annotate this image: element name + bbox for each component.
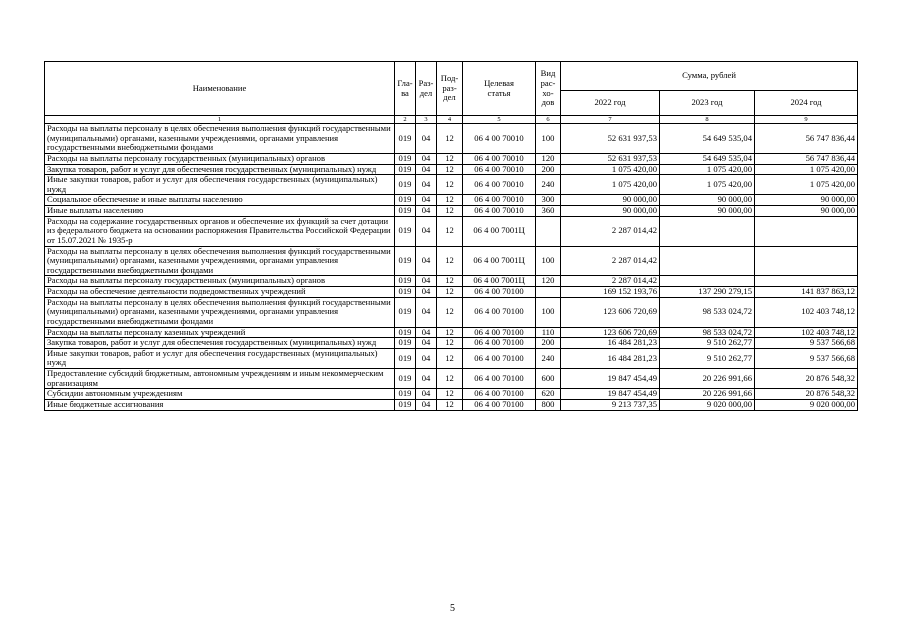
- row-amount-2023: 98 533 024,72: [660, 327, 755, 338]
- row-amount-2024: [755, 216, 858, 246]
- row-podrazdel: 12: [437, 164, 463, 175]
- row-glava: 019: [395, 348, 416, 368]
- row-target: 06 4 00 70100: [463, 338, 536, 349]
- row-razdel: 04: [416, 246, 437, 276]
- row-razdel: 04: [416, 206, 437, 217]
- row-podrazdel: 12: [437, 124, 463, 154]
- row-glava: 019: [395, 153, 416, 164]
- row-vid: 300: [536, 195, 561, 206]
- row-name: Расходы на выплаты персоналу государственных (муниципальных) органов: [45, 153, 395, 164]
- row-razdel: 04: [416, 195, 437, 206]
- row-glava: 019: [395, 276, 416, 287]
- row-razdel: 04: [416, 276, 437, 287]
- table-row: [45, 338, 858, 349]
- row-vid: 240: [536, 348, 561, 368]
- row-vid: 600: [536, 369, 561, 389]
- row-podrazdel: 12: [437, 195, 463, 206]
- row-name: Расходы на выплаты персоналу в целях обеспечения выполнения функций государственными (муниципальными) органами, казенными учреждениями, органами управления государственными внебюджетными фондами: [45, 246, 395, 276]
- row-razdel: 04: [416, 338, 437, 349]
- row-amount-2022: 16 484 281,23: [561, 348, 660, 368]
- row-name: Расходы на выплаты персоналу в целях обеспечения выполнения функций государственными (муниципальными) органами, казенными учреждениями, органами управления государственными внебюджетными фондами: [45, 124, 395, 154]
- row-amount-2022: 1 075 420,00: [561, 175, 660, 195]
- row-vid: [536, 216, 561, 246]
- table-row: [45, 399, 858, 410]
- row-amount-2023: [660, 246, 755, 276]
- row-razdel: 04: [416, 389, 437, 400]
- row-amount-2024: [755, 246, 858, 276]
- row-podrazdel: 12: [437, 399, 463, 410]
- row-amount-2022: 90 000,00: [561, 195, 660, 206]
- column-number: 3: [416, 116, 437, 124]
- row-podrazdel: 12: [437, 175, 463, 195]
- header-year-2023: 2023 год: [660, 91, 755, 116]
- row-razdel: 04: [416, 287, 437, 298]
- row-target: 06 4 00 7001Ц: [463, 216, 536, 246]
- table-body: [45, 116, 858, 411]
- row-amount-2024: 56 747 836,44: [755, 124, 858, 154]
- row-amount-2023: 54 649 535,04: [660, 153, 755, 164]
- row-name: Закупка товаров, работ и услуг для обеспечения государственных (муниципальных) нужд: [45, 338, 395, 349]
- column-number: 5: [463, 116, 536, 124]
- row-amount-2023: 1 075 420,00: [660, 164, 755, 175]
- table-row: [45, 297, 858, 327]
- row-target: 06 4 00 70100: [463, 287, 536, 298]
- row-name: Иные выплаты населению: [45, 206, 395, 217]
- row-glava: 019: [395, 124, 416, 154]
- row-razdel: 04: [416, 175, 437, 195]
- budget-table: [44, 61, 858, 411]
- row-podrazdel: 12: [437, 276, 463, 287]
- row-vid: 100: [536, 124, 561, 154]
- row-amount-2024: 90 000,00: [755, 195, 858, 206]
- row-amount-2024: 9 537 566,68: [755, 348, 858, 368]
- row-amount-2022: 19 847 454,49: [561, 389, 660, 400]
- row-amount-2022: 2 287 014,42: [561, 276, 660, 287]
- table-row: [45, 327, 858, 338]
- header-name: Наименование: [45, 62, 395, 116]
- row-amount-2023: 20 226 991,66: [660, 369, 755, 389]
- row-amount-2022: 2 287 014,42: [561, 216, 660, 246]
- row-name: Иные бюджетные ассигнования: [45, 399, 395, 410]
- row-amount-2024: 1 075 420,00: [755, 164, 858, 175]
- row-razdel: 04: [416, 297, 437, 327]
- column-number-row: [45, 116, 858, 124]
- column-number: 4: [437, 116, 463, 124]
- row-glava: 019: [395, 389, 416, 400]
- row-razdel: 04: [416, 327, 437, 338]
- row-amount-2022: 52 631 937,53: [561, 124, 660, 154]
- column-number: 1: [45, 116, 395, 124]
- row-amount-2022: 52 631 937,53: [561, 153, 660, 164]
- row-target: 06 4 00 70100: [463, 369, 536, 389]
- row-amount-2023: 54 649 535,04: [660, 124, 755, 154]
- table-row: [45, 369, 858, 389]
- table-row: [45, 175, 858, 195]
- row-amount-2022: 90 000,00: [561, 206, 660, 217]
- row-amount-2023: 9 510 262,77: [660, 348, 755, 368]
- header-year-2024: 2024 год: [755, 91, 858, 116]
- row-razdel: 04: [416, 348, 437, 368]
- row-amount-2024: [755, 276, 858, 287]
- row-amount-2023: 1 075 420,00: [660, 175, 755, 195]
- row-vid: 100: [536, 246, 561, 276]
- row-podrazdel: 12: [437, 348, 463, 368]
- row-glava: 019: [395, 216, 416, 246]
- row-amount-2024: 102 403 748,12: [755, 327, 858, 338]
- header-razdel: Раз- дел: [416, 62, 437, 116]
- column-number: 9: [755, 116, 858, 124]
- row-target: 06 4 00 70010: [463, 153, 536, 164]
- table-row: [45, 246, 858, 276]
- row-podrazdel: 12: [437, 206, 463, 217]
- row-amount-2023: 9 510 262,77: [660, 338, 755, 349]
- row-amount-2022: 19 847 454,49: [561, 369, 660, 389]
- row-amount-2024: 56 747 836,44: [755, 153, 858, 164]
- row-amount-2022: 1 075 420,00: [561, 164, 660, 175]
- column-number: 8: [660, 116, 755, 124]
- row-razdel: 04: [416, 369, 437, 389]
- row-glava: 019: [395, 297, 416, 327]
- row-vid: 200: [536, 338, 561, 349]
- column-number: 2: [395, 116, 416, 124]
- row-amount-2023: 137 290 279,15: [660, 287, 755, 298]
- row-name: Социальное обеспечение и иные выплаты населению: [45, 195, 395, 206]
- row-amount-2024: 9 537 566,68: [755, 338, 858, 349]
- row-podrazdel: 12: [437, 327, 463, 338]
- row-glava: 019: [395, 195, 416, 206]
- row-name: Расходы на выплаты персоналу в целях обеспечения выполнения функций государственными (муниципальными) органами, казенными учреждениями, органами управления государственными внебюджетными фондами: [45, 297, 395, 327]
- row-name: Закупка товаров, работ и услуг для обеспечения государственных (муниципальных) нужд: [45, 164, 395, 175]
- row-amount-2023: [660, 276, 755, 287]
- row-podrazdel: 12: [437, 338, 463, 349]
- row-glava: 019: [395, 175, 416, 195]
- header-target: Целевая статья: [463, 62, 536, 116]
- row-amount-2023: [660, 216, 755, 246]
- row-razdel: 04: [416, 399, 437, 410]
- row-target: 06 4 00 7001Ц: [463, 246, 536, 276]
- row-glava: 019: [395, 164, 416, 175]
- row-amount-2024: 9 020 000,00: [755, 399, 858, 410]
- header-vid: Вид рас- хо- дов: [536, 62, 561, 116]
- row-razdel: 04: [416, 164, 437, 175]
- row-target: 06 4 00 70010: [463, 124, 536, 154]
- header-year-2022: 2022 год: [561, 91, 660, 116]
- row-name: Предоставление субсидий бюджетным, автономным учреждениям и иным некоммерческим организациям: [45, 369, 395, 389]
- row-vid: 110: [536, 327, 561, 338]
- row-amount-2023: 20 226 991,66: [660, 389, 755, 400]
- row-amount-2024: 1 075 420,00: [755, 175, 858, 195]
- row-podrazdel: 12: [437, 153, 463, 164]
- row-target: 06 4 00 70010: [463, 206, 536, 217]
- row-amount-2022: 2 287 014,42: [561, 246, 660, 276]
- row-name: Расходы на выплаты персоналу казенных учреждений: [45, 327, 395, 338]
- row-podrazdel: 12: [437, 287, 463, 298]
- row-name: Иные закупки товаров, работ и услуг для обеспечения государственных (муниципальных) нужд: [45, 175, 395, 195]
- row-name: Субсидии автономным учреждениям: [45, 389, 395, 400]
- row-vid: 620: [536, 389, 561, 400]
- table-row: [45, 389, 858, 400]
- row-amount-2023: 90 000,00: [660, 206, 755, 217]
- table-row: [45, 276, 858, 287]
- row-glava: 019: [395, 206, 416, 217]
- row-glava: 019: [395, 246, 416, 276]
- row-name: Расходы на содержание государственных органов и обеспечение их функций за счет дотации из федерального бюджета на основании распоряжения Правительства Российской Федерации от 15.07.2021 № 1935-р: [45, 216, 395, 246]
- row-amount-2023: 9 020 000,00: [660, 399, 755, 410]
- row-podrazdel: 12: [437, 246, 463, 276]
- row-vid: 100: [536, 297, 561, 327]
- row-target: 06 4 00 70010: [463, 195, 536, 206]
- header-glava: Гла- ва: [395, 62, 416, 116]
- row-amount-2022: 123 606 720,69: [561, 297, 660, 327]
- row-target: 06 4 00 70100: [463, 389, 536, 400]
- row-name: Расходы на обеспечение деятельности подведомственных учреждений: [45, 287, 395, 298]
- row-amount-2022: 123 606 720,69: [561, 327, 660, 338]
- row-target: 06 4 00 7001Ц: [463, 276, 536, 287]
- table-row: [45, 164, 858, 175]
- row-vid: 120: [536, 153, 561, 164]
- table-row: [45, 216, 858, 246]
- row-razdel: 04: [416, 153, 437, 164]
- row-vid: 120: [536, 276, 561, 287]
- row-vid: 360: [536, 206, 561, 217]
- table-row: [45, 348, 858, 368]
- row-amount-2022: 9 213 737,35: [561, 399, 660, 410]
- page-number: 5: [450, 603, 455, 614]
- row-vid: [536, 287, 561, 298]
- row-podrazdel: 12: [437, 216, 463, 246]
- column-number: 7: [561, 116, 660, 124]
- row-target: 06 4 00 70100: [463, 348, 536, 368]
- row-target: 06 4 00 70100: [463, 327, 536, 338]
- row-amount-2022: 169 152 193,76: [561, 287, 660, 298]
- row-glava: 019: [395, 287, 416, 298]
- row-glava: 019: [395, 399, 416, 410]
- row-vid: 200: [536, 164, 561, 175]
- table-row: [45, 153, 858, 164]
- row-vid: 800: [536, 399, 561, 410]
- row-amount-2024: 20 876 548,32: [755, 389, 858, 400]
- table-row: [45, 195, 858, 206]
- row-target: 06 4 00 70010: [463, 164, 536, 175]
- header-sum: Сумма, рублей: [561, 62, 858, 91]
- header-podrazdel: Под- раз- дел: [437, 62, 463, 116]
- row-target: 06 4 00 70100: [463, 297, 536, 327]
- row-target: 06 4 00 70100: [463, 399, 536, 410]
- row-vid: 240: [536, 175, 561, 195]
- row-name: Расходы на выплаты персоналу государственных (муниципальных) органов: [45, 276, 395, 287]
- row-amount-2024: 20 876 548,32: [755, 369, 858, 389]
- row-amount-2023: 98 533 024,72: [660, 297, 755, 327]
- table-row: [45, 124, 858, 154]
- row-podrazdel: 12: [437, 389, 463, 400]
- table-row: [45, 287, 858, 298]
- column-number: 6: [536, 116, 561, 124]
- row-razdel: 04: [416, 216, 437, 246]
- table-row: [45, 206, 858, 217]
- row-glava: 019: [395, 327, 416, 338]
- row-glava: 019: [395, 338, 416, 349]
- row-amount-2023: 90 000,00: [660, 195, 755, 206]
- row-amount-2022: 16 484 281,23: [561, 338, 660, 349]
- row-target: 06 4 00 70010: [463, 175, 536, 195]
- row-razdel: 04: [416, 124, 437, 154]
- row-name: Иные закупки товаров, работ и услуг для обеспечения государственных (муниципальных) нужд: [45, 348, 395, 368]
- row-glava: 019: [395, 369, 416, 389]
- row-amount-2024: 102 403 748,12: [755, 297, 858, 327]
- row-amount-2024: 141 837 863,12: [755, 287, 858, 298]
- header-row: [45, 62, 858, 91]
- row-podrazdel: 12: [437, 369, 463, 389]
- row-amount-2024: 90 000,00: [755, 206, 858, 217]
- row-podrazdel: 12: [437, 297, 463, 327]
